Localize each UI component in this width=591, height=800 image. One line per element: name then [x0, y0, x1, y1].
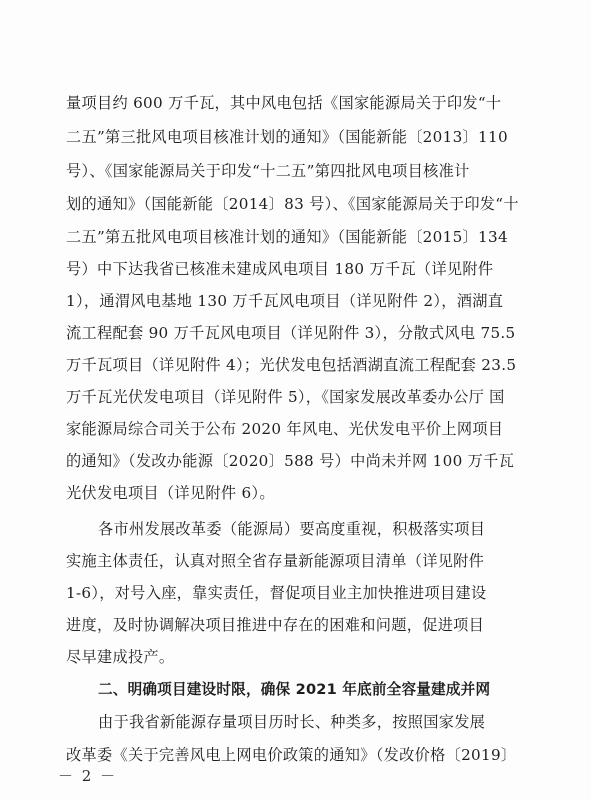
body-text-line: 流工程配套 90 万千瓦风电项目（详见附件 3），分散式风电 75.5	[66, 324, 516, 342]
body-text-line: 的通知》（发改办能源〔2020〕588 号）中尚未并网 100 万千瓦	[66, 452, 515, 470]
section-heading: 二、明确项目建设时限，确保 2021 年底前全容量建成并网	[98, 681, 491, 698]
body-text-line: 1），通渭风电基地 130 万千瓦风电项目（详见附件 2），酒湖直	[66, 292, 504, 310]
body-text-line: 1-6），对号入座，靠实责任，督促项目业主加快推进项目建设	[66, 584, 487, 602]
paragraph-first-line: 各市州发展改革委（能源局）要高度重视，积极落实项目	[98, 520, 486, 538]
body-text-line: 二五”第五批风电项目核准计划的通知》（国能新能〔2015〕134	[66, 228, 508, 246]
body-text-line: 量项目约 600 万千瓦，其中风电包括《国家能源局关于印发“十	[66, 94, 502, 112]
body-text-line: 号）、《国家能源局关于印发“十二五”第四批风电项目核准计	[66, 162, 470, 180]
body-text-line: 进度，及时协调解决项目推进中存在的困难和问题，促进项目	[66, 616, 485, 634]
body-text-line: 光伏发电项目（详见附件 6）。	[66, 484, 275, 502]
body-text-line: 万千瓦光伏发电项目（详见附件 5），《国家发展改革委办公厅 国	[66, 388, 505, 406]
body-text-line: 改革委《关于完善风电上网电价政策的通知》（发改价格〔2019〕	[66, 746, 517, 764]
body-text-line: 尽早建成投产。	[66, 648, 175, 666]
body-text-line: 二五”第三批风电项目核准计划的通知》（国能新能〔2013〕110	[66, 128, 508, 146]
body-text-line: 实施主体责任，认真对照全省存量新能源项目清单（详见附件	[66, 552, 485, 570]
body-text-line: 号）中下达我省已核准未建成风电项目 180 万千瓦（详见附件	[66, 260, 494, 278]
body-text-line: 家能源局综合司关于公布 2020 年风电、光伏发电平价上网项目	[66, 420, 504, 438]
body-text-line: 万千瓦项目（详见附件 4）；光伏发电包括酒湖直流工程配套 23.5	[66, 356, 517, 374]
body-text-line: 划的通知》（国能新能〔2014〕83 号）、《国家能源局关于印发“十	[66, 195, 519, 213]
page-number: － 2 －	[58, 767, 118, 785]
paragraph-first-line: 由于我省新能源存量项目历时长、种类多，按照国家发展	[98, 713, 486, 731]
